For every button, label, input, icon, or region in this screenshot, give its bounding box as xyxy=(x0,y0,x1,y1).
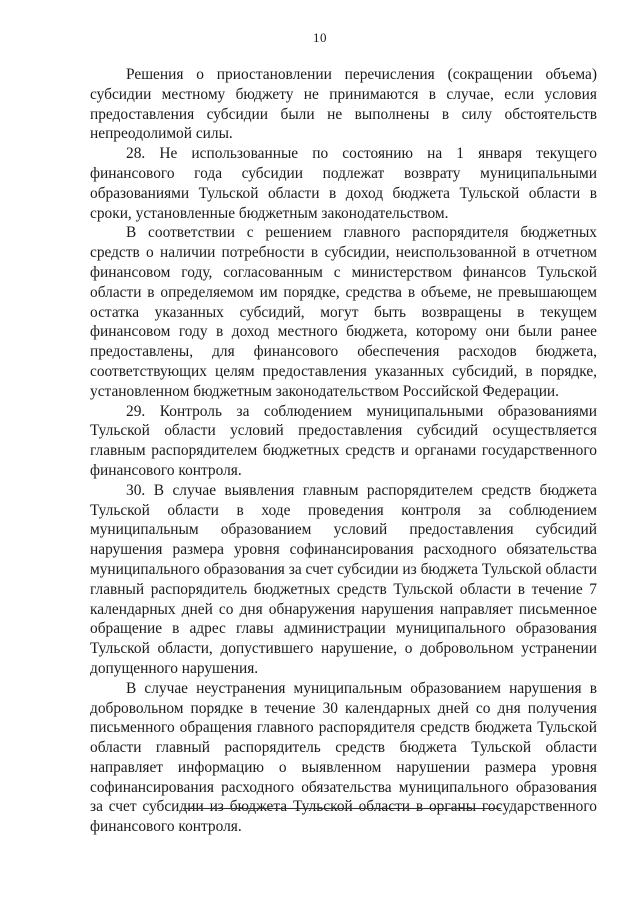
paragraph-subsidy-return: В соответствии с решением главного распорядителя бюджетных средств о наличии потребности в субсидии, неиспользованной в отчетном финансовом году, согласованным с министерством финансов Тульской области в определяемом им порядке, средства в объеме, не превышающем остатка указанных субсидий, могут быть возвращены в текущем финансовом году в доход местного бюджета, которому они были ранее предоставлены, для финансового обеспечения расходов бюджета, соответствующих целям предоставления указанных субсидий, в порядке, установленном бюджетным законодательством Российской Федерации. xyxy=(90,224,597,400)
paragraph-suspension-decisions: Решения о приостановлении перечисления (сокращении объема) субсидии местному бюджету не принимаются в случае, если условия предоставления субсидии были не выполнены в силу обстоятельств непреодолимой силы. xyxy=(90,66,597,143)
paragraph-28-unused-subsidies: 28. Не использованные по состоянию на 1 января текущего финансового года субсидии подлежат возврату муниципальными образованиями Тульской области в доход бюджета Тульской области в сроки, установленные бюджетным законодательством. xyxy=(90,145,597,222)
end-divider-line xyxy=(183,808,501,809)
document-body xyxy=(90,65,597,837)
paragraph-30-violation: 30. В случае выявления главным распорядителем средств бюджета Тульской области в ходе проведения контроля за соблюдением муниципальным образованием условий предоставления субсидий нарушения размера уровня софинансирования расходного обязательства муниципального образования за счет субсидии из бюджета Тульской области главный распорядитель бюджетных средств Тульской области в течение 7 календарных дней со дня обнаружения нарушения направляет письменное обращение в адрес главы администрации муниципального образования Тульской области, допустившего нарушение, о добровольном устранении допущенного нарушения. xyxy=(90,481,597,677)
paragraph-29-control: 29. Контроль за соблюдением муниципальными образованиями Тульской области условий предоставления субсидий осуществляется главным распорядителем бюджетных средств и органами государственного финансового контроля. xyxy=(90,402,597,479)
paragraph-non-elimination: В случае неустранения муниципальным образованием нарушения в добровольном порядке в течение 30 календарных дней со дня получения письменного обращения главного распорядителя средств бюджета Тульской области главный распорядитель средств бюджета Тульской области направляет информацию о выявленном нарушении размера уровня софинансирования расходного обязательства муниципального образования за счет субсидии из бюджета Тульской области в органы государственного финансового контроля. xyxy=(90,679,597,836)
page-number: 10 xyxy=(313,30,327,45)
